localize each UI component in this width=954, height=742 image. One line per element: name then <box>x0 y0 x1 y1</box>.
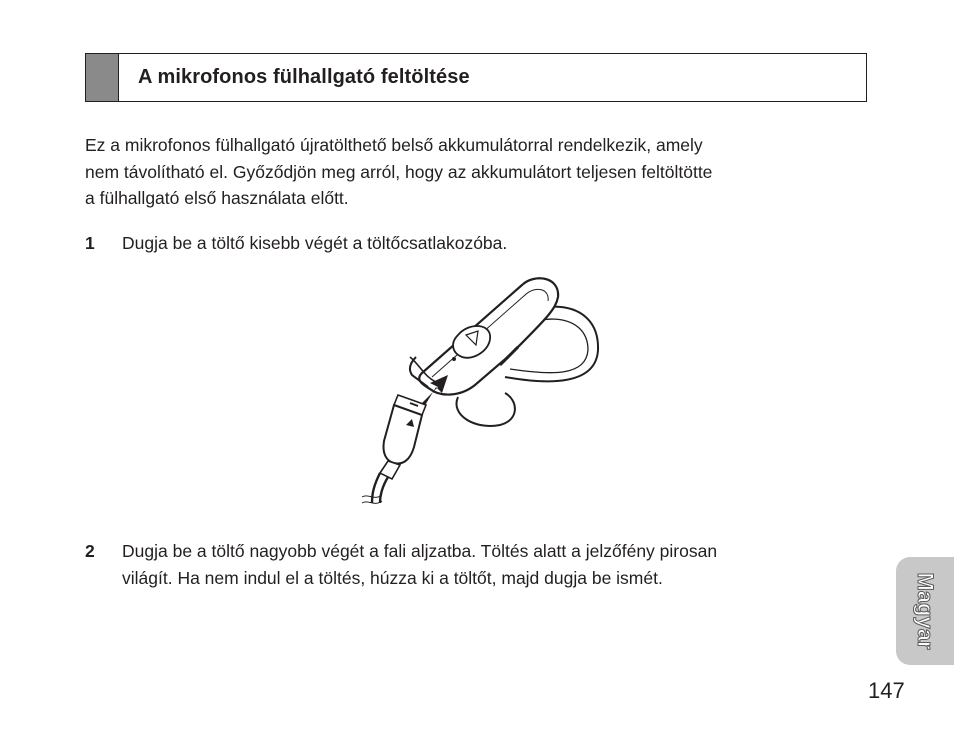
section-title-box <box>85 53 867 102</box>
step-line: Dugja be a töltő kisebb végét a töltőcsatlakozóba. <box>122 233 508 253</box>
section-title: A mikrofonos fülhallgató feltöltése <box>138 66 470 88</box>
intro-line: nem távolítható el. Győződjön meg arról, hogy az akkumulátort teljesen feltöltötte <box>85 161 713 182</box>
intro-line: Ez a mikrofonos fülhallgató újratölthető belső akkumulátorral rendelkezik, amely <box>85 135 703 155</box>
language-label: Magyar <box>913 572 938 650</box>
step-number: 1 <box>85 233 95 253</box>
page-number: 147 <box>868 678 905 703</box>
step-line: világít. Ha nem indul el a töltés, húzza ki a töltőt, majd dugja be ismét. <box>122 568 663 588</box>
intro-paragraph <box>85 132 875 212</box>
step-text <box>122 230 882 257</box>
step-text <box>122 538 882 592</box>
step-line: Dugja be a töltő nagyobb végét a fali aljzatba. Töltés alatt a jelzőfény pirosan <box>122 541 718 561</box>
section-title-marker <box>86 54 119 101</box>
headset-charging-illustration <box>350 265 610 510</box>
language-side-tab <box>896 557 954 665</box>
step-number: 2 <box>85 541 95 561</box>
intro-line: a fülhallgató első használata előtt. <box>85 188 349 208</box>
